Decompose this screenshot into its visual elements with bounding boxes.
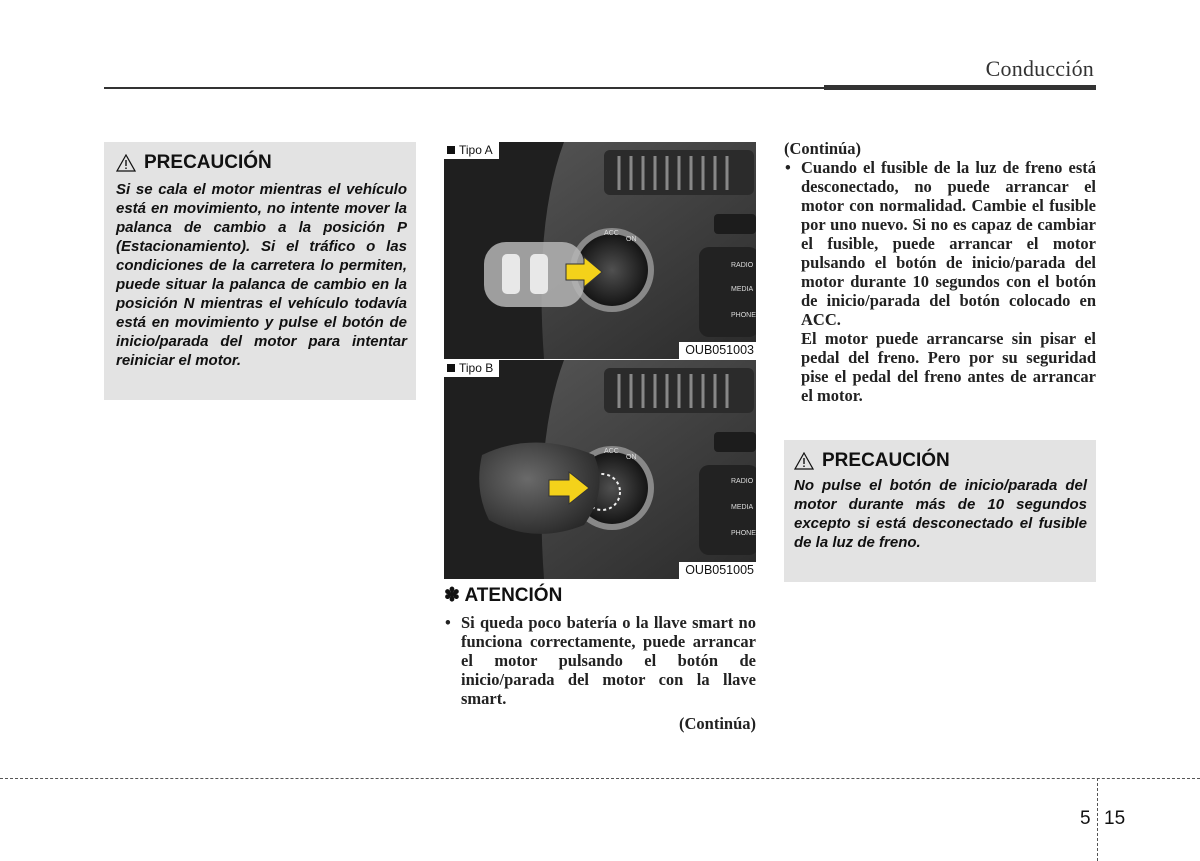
panel-button-radio: RADIO [731, 478, 754, 485]
button-mark-acc: ACC [604, 448, 619, 455]
attention-section [444, 584, 756, 733]
page-number: 15 [1104, 808, 1126, 829]
caution-box-right [784, 440, 1096, 582]
caution-text: No pulse el botón de inicio/parada del motor durante más de 10 segundos excepto si está desconectado el fusible de la luz de freno. [794, 477, 1087, 551]
figure-label [444, 142, 499, 159]
footer-divider [1097, 778, 1098, 861]
continued-note: (Continúa) [678, 714, 756, 733]
square-bullet-icon [447, 146, 455, 154]
button-mark-on: ON [626, 454, 637, 461]
caution-heading [116, 152, 407, 174]
figure-type-a [444, 142, 756, 359]
panel-button-radio: RADIO [731, 262, 754, 269]
list-item: • Si queda poco batería o la llave smart no funciona correctamente, puede arrancar el motor pulsando el botón de inicio/parada del motor con la llave smart. [444, 613, 756, 708]
panel-button-phone: PHONE [731, 530, 756, 537]
figure-type-b [444, 360, 756, 579]
continued-header: (Continúa) [784, 139, 862, 158]
fuse-list [784, 158, 1096, 329]
figure-label-text: Tipo A [459, 143, 493, 157]
start-button-photo-a [444, 142, 756, 359]
figure-label-text: Tipo B [459, 361, 494, 375]
button-mark-acc: ACC [604, 230, 619, 237]
button-mark-on: ON [626, 236, 637, 243]
list-item: • Cuando el fusible de la luz de freno está desconectado, no puede arrancar el motor con normalidad. Cambie el fusible por uno nuevo. Si no es capaz de cambiar el fusible, puede arrancar el motor pulsando el botón de inicio/parada del motor durante 10 segundos con el botón de inicio/parada del botón colocado en ACC. [784, 158, 1096, 329]
attention-title: ATENCIÓN [464, 585, 563, 606]
panel-button-phone: PHONE [731, 312, 756, 319]
start-button-photo-b [444, 360, 756, 579]
warning-triangle-icon [116, 154, 136, 172]
square-bullet-icon [447, 364, 455, 372]
footer-dashed-rule [0, 778, 1200, 779]
attention-list [444, 613, 756, 708]
running-header: Conducción [985, 56, 1094, 81]
asterisk-icon: ✽ [444, 585, 460, 606]
attention-heading [444, 584, 756, 607]
panel-button-media: MEDIA [731, 504, 754, 511]
figure-code: OUB051003 [679, 342, 756, 359]
panel-button-media: MEDIA [731, 286, 754, 293]
caution-title: PRECAUCIÓN [144, 152, 272, 173]
caution-heading [794, 450, 1087, 472]
caution-text: Si se cala el motor mientras el vehículo está en movimiento, no intente mover la palanca de cambio a la posición P (Estacionamiento). Si el tráfico o las condiciones de la carretera lo permiten, puede situar la palanca de cambio en la posición N mientras el vehículo todavía está en movimiento y pulse el botón de inicio/parada del motor para intentar reiniciar el motor. [116, 181, 407, 369]
header-rule-accent [824, 85, 1096, 90]
warning-triangle-icon [794, 452, 814, 470]
paragraph: El motor puede arrancarse sin pisar el pedal del freno. Pero por su seguridad pise el pedal del freno antes de arrancar el motor. [801, 329, 1096, 405]
right-column-text [784, 139, 1096, 405]
caution-title: PRECAUCIÓN [822, 450, 950, 471]
chapter-number: 5 [1080, 808, 1091, 829]
figure-label [444, 360, 499, 377]
figure-code: OUB051005 [679, 562, 756, 579]
caution-box-left [104, 142, 416, 400]
